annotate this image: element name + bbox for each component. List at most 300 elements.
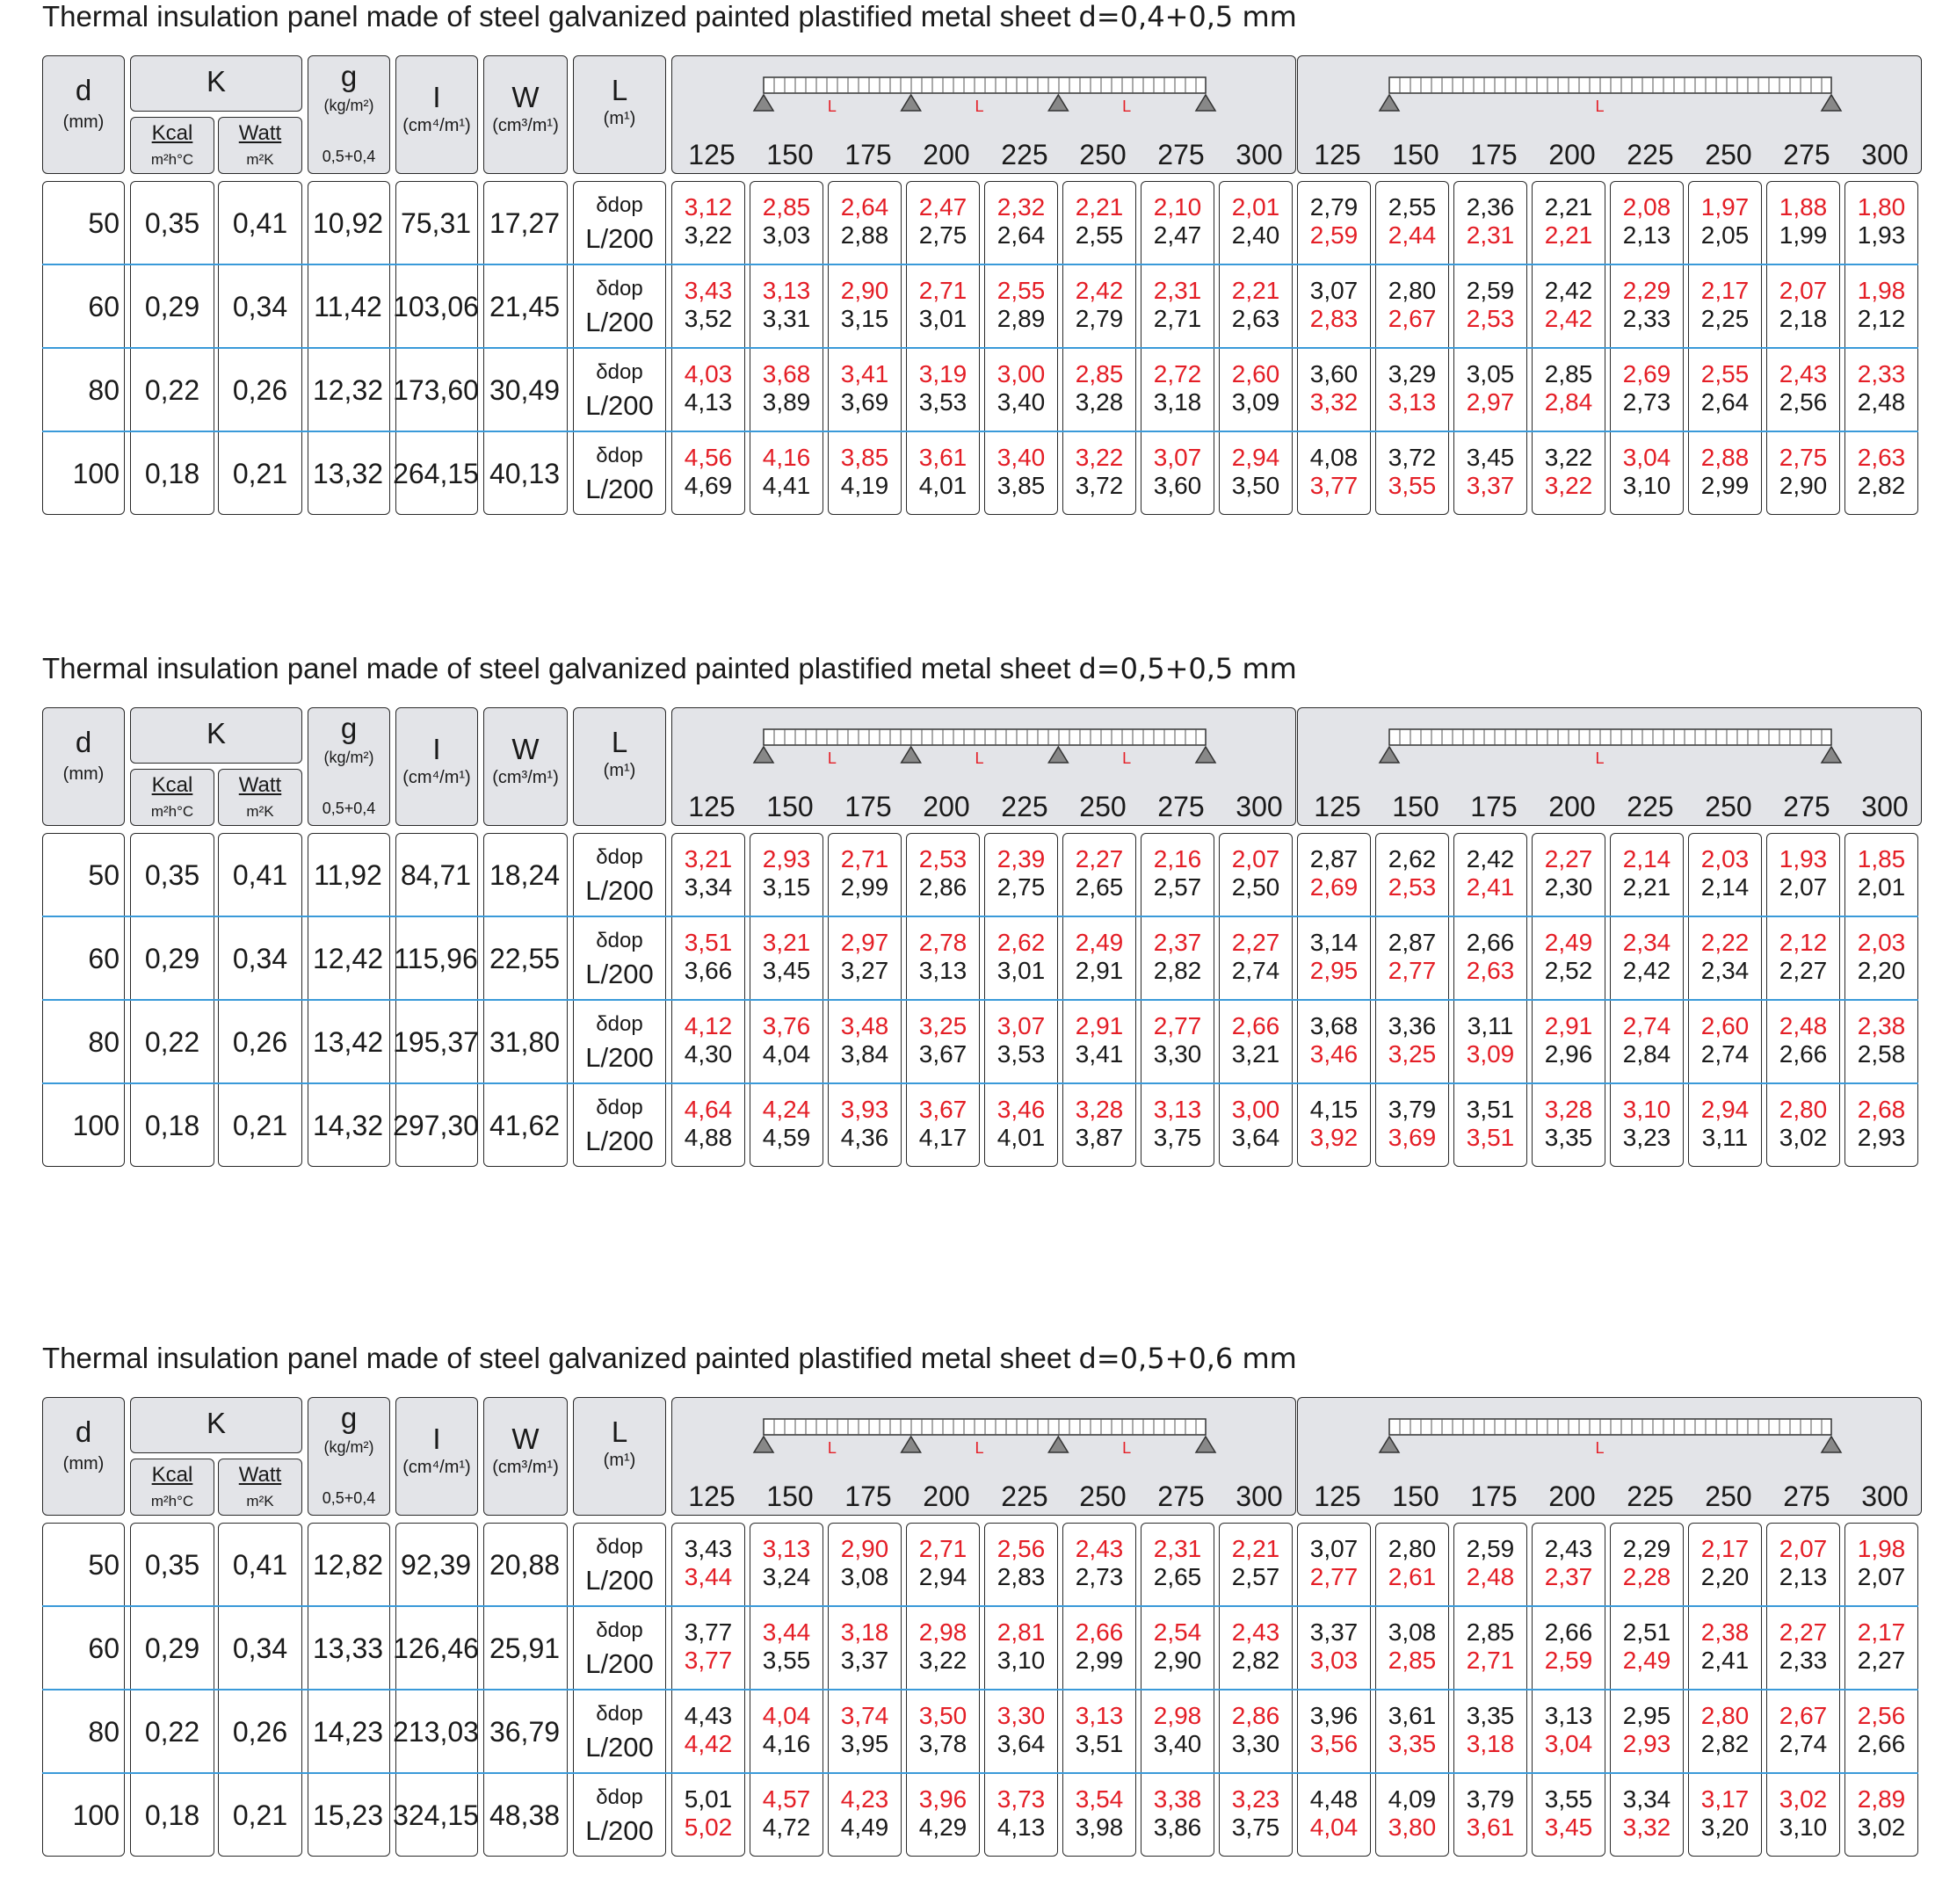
continuous-span-delta-value: 2,72 [1153, 360, 1202, 387]
header-g-spec: 0,5+0,4 [322, 1489, 376, 1507]
simple-span-l200-value: 3,25 [1388, 1040, 1437, 1068]
beam-span-label: L [975, 1439, 984, 1457]
continuous-span-delta-value: 4,24 [762, 1096, 811, 1123]
simple-span-l200-value: 2,33 [1622, 305, 1671, 332]
simple-span-l200-value: 3,32 [1622, 1814, 1671, 1841]
continuous-span-delta-value: 2,93 [762, 845, 811, 872]
continuous-span-delta-value: 3,07 [996, 1012, 1046, 1039]
beam-span-label: L [827, 1439, 837, 1457]
continuous-span-l200-value: 2,47 [1153, 221, 1202, 249]
continuous-span-delta-value: 3,23 [1231, 1785, 1280, 1813]
continuous-span-delta-value: 2,64 [840, 193, 889, 221]
simple-span-l200-value: 2,20 [1700, 1563, 1750, 1590]
continuous-span-delta-value: 4,64 [684, 1096, 733, 1123]
continuous-span-delta-value: 3,07 [1153, 444, 1202, 471]
header-i-unit: (cm⁴/m¹) [402, 1458, 471, 1477]
continuous-span-delta-value: 3,25 [918, 1012, 968, 1039]
continuous-span-delta-value: 2,71 [840, 845, 889, 872]
span-length-label: 200 [923, 139, 970, 170]
continuous-span-delta-value: 2,56 [996, 1535, 1046, 1562]
support-triangle [902, 1437, 921, 1452]
simple-span-delta-value: 2,56 [1857, 1702, 1906, 1729]
cell-delta-label: δdop [596, 1702, 643, 1726]
cell-l200-label: L/200 [585, 474, 654, 504]
continuous-span-l200-value: 3,64 [996, 1730, 1046, 1757]
cell-watt: 0,21 [232, 1799, 288, 1831]
continuous-span-delta-value: 2,07 [1231, 845, 1280, 872]
simple-span-l200-value: 2,59 [1309, 221, 1359, 249]
simple-span-l200-value: 2,27 [1857, 1647, 1906, 1674]
continuous-span-l200-value: 2,99 [1075, 1647, 1124, 1674]
continuous-span-delta-value: 3,12 [684, 193, 733, 221]
continuous-span-l200-value: 4,59 [762, 1124, 811, 1151]
continuous-span-l200-value: 3,84 [840, 1040, 889, 1068]
continuous-span-l200-value: 3,98 [1075, 1814, 1124, 1841]
continuous-span-l200-value: 2,63 [1231, 305, 1280, 332]
simple-span-delta-value: 2,03 [1857, 929, 1906, 956]
continuous-span-l200-value: 4,41 [762, 472, 811, 499]
simple-span-delta-value: 4,08 [1309, 444, 1359, 471]
title-spec: d=0,5+0,6 mm [1078, 1342, 1297, 1375]
continuous-span-l200-value: 3,86 [1153, 1814, 1202, 1841]
simple-span-delta-value: 2,29 [1622, 277, 1671, 304]
continuous-span-l200-value: 3,03 [762, 221, 811, 249]
continuous-span-l200-value: 3,77 [684, 1647, 733, 1674]
simple-span-l200-value: 2,71 [1466, 1647, 1515, 1674]
continuous-span-delta-value: 4,12 [684, 1012, 733, 1039]
cell-d: 100 [72, 458, 120, 489]
simple-span-l200-value: 2,84 [1622, 1040, 1671, 1068]
support-triangle [1048, 95, 1068, 111]
header-k [130, 1397, 302, 1453]
cell-l200-label: L/200 [585, 1732, 654, 1763]
beam-span-label: L [975, 98, 984, 115]
continuous-span-delta-value: 3,28 [1075, 1096, 1124, 1123]
header-k-label: K [206, 65, 226, 98]
simple-span-delta-value: 3,79 [1466, 1785, 1515, 1813]
span-length-label: 275 [1157, 139, 1205, 170]
support-triangle [754, 747, 773, 763]
simple-span-l200-value: 4,04 [1309, 1814, 1359, 1841]
header-g-unit: (kg/m²) [323, 97, 374, 114]
continuous-span-delta-value: 2,31 [1153, 277, 1202, 304]
header-d [42, 1397, 125, 1516]
cell-g: 12,42 [312, 943, 384, 974]
simple-span-delta-value: 3,68 [1309, 1012, 1359, 1039]
span-length-label: 275 [1157, 1480, 1205, 1512]
continuous-span-delta-value: 3,67 [918, 1096, 968, 1123]
cell-w: 36,79 [489, 1716, 561, 1748]
continuous-span-l200-value: 4,49 [840, 1814, 889, 1841]
header-watt-unit: m²K [246, 803, 274, 820]
continuous-span-delta-value: 2,94 [1231, 444, 1280, 471]
continuous-span-delta-value: 3,00 [1231, 1096, 1280, 1123]
continuous-span-l200-value: 2,75 [996, 873, 1046, 901]
continuous-span-delta-value: 3,76 [762, 1012, 811, 1039]
header-simple-spans [1297, 707, 1922, 826]
header-g-unit: (kg/m²) [323, 1438, 374, 1456]
header-k [130, 707, 302, 764]
cell-kcal: 0,22 [144, 1026, 200, 1058]
simple-span-delta-value: 2,07 [1779, 277, 1828, 304]
cell-w: 21,45 [489, 291, 561, 322]
continuous-span-l200-value: 3,72 [1075, 472, 1124, 499]
simple-span-l200-value: 2,66 [1779, 1040, 1828, 1068]
continuous-span-delta-value: 2,27 [1231, 929, 1280, 956]
continuous-span-delta-value: 3,48 [840, 1012, 889, 1039]
continuous-span-l200-value: 2,75 [918, 221, 968, 249]
cell-i: 264,15 [393, 458, 479, 489]
simple-span-l200-value: 3,23 [1622, 1124, 1671, 1151]
support-triangle [902, 95, 921, 111]
span-length-label: 150 [766, 139, 814, 170]
span-length-label: 275 [1783, 791, 1830, 822]
simple-span-delta-value: 2,91 [1544, 1012, 1593, 1039]
continuous-span-l200-value: 2,82 [1231, 1647, 1280, 1674]
header-d [42, 707, 125, 826]
cell-watt: 0,34 [232, 943, 288, 974]
continuous-span-l200-value: 4,01 [918, 472, 968, 499]
cell-watt: 0,41 [232, 1549, 288, 1581]
continuous-beam-diagram [672, 74, 1297, 118]
continuous-span-l200-value: 2,74 [1231, 957, 1280, 984]
cell-g: 15,23 [312, 1799, 384, 1831]
continuous-span-l200-value: 2,40 [1231, 221, 1280, 249]
simple-span-l200-value: 2,41 [1700, 1647, 1750, 1674]
continuous-span-l200-value: 3,89 [762, 388, 811, 416]
continuous-span-delta-value: 3,19 [918, 360, 968, 387]
simple-span-delta-value: 3,02 [1779, 1785, 1828, 1813]
span-length-label: 300 [1861, 139, 1909, 170]
continuous-span-l200-value: 4,36 [840, 1124, 889, 1151]
continuous-span-l200-value: 3,21 [1231, 1040, 1280, 1068]
span-length-label: 225 [1001, 139, 1048, 170]
row-separator [42, 431, 1918, 432]
title-spec: d=0,5+0,5 mm [1078, 652, 1297, 685]
support-triangle [1048, 747, 1068, 763]
continuous-span-l200-value: 3,75 [1153, 1124, 1202, 1151]
simple-span-delta-value: 2,36 [1466, 193, 1515, 221]
simple-span-l200-value: 2,67 [1388, 305, 1437, 332]
header-l-label: L [611, 1415, 628, 1448]
simple-span-delta-value: 3,72 [1388, 444, 1437, 471]
simple-span-l200-value: 2,48 [1857, 388, 1906, 416]
header-kcal [130, 1459, 214, 1516]
continuous-span-l200-value: 3,41 [1075, 1040, 1124, 1068]
simple-span-delta-value: 3,13 [1544, 1702, 1593, 1729]
cell-i: 115,96 [394, 943, 478, 974]
simple-span-delta-value: 3,37 [1309, 1618, 1359, 1646]
span-length-label: 150 [1392, 139, 1439, 170]
continuous-span-delta-value: 2,91 [1075, 1012, 1124, 1039]
support-triangle [1196, 747, 1215, 763]
cell-i: 103,06 [393, 291, 479, 322]
header-watt-unit: m²K [246, 151, 274, 168]
simple-span-l200-value: 3,55 [1388, 472, 1437, 499]
continuous-span-l200-value: 2,71 [1153, 305, 1202, 332]
continuous-span-l200-value: 3,22 [918, 1647, 968, 1674]
header-g [308, 55, 390, 174]
cell-d: 60 [88, 291, 120, 322]
table-section [0, 1342, 1935, 1869]
simple-span-delta-value: 2,12 [1779, 929, 1828, 956]
continuous-span-delta-value: 3,38 [1153, 1785, 1202, 1813]
simple-span-delta-value: 3,11 [1467, 1012, 1514, 1039]
continuous-span-l200-value: 3,50 [1231, 472, 1280, 499]
cell-delta-label: δdop [596, 845, 643, 869]
cell-i: 173,60 [393, 374, 479, 406]
title-text: Thermal insulation panel made of steel galvanized painted plastified metal sheet [42, 1342, 1079, 1374]
continuous-span-delta-value: 3,13 [762, 277, 811, 304]
continuous-span-l200-value: 2,57 [1153, 873, 1202, 901]
support-triangle [754, 95, 773, 111]
cell-l200-label: L/200 [585, 1042, 654, 1073]
span-length-label: 175 [1470, 791, 1518, 822]
continuous-span-delta-value: 3,77 [684, 1618, 733, 1646]
cell-kcal: 0,29 [144, 291, 200, 322]
row-separator [42, 916, 1918, 917]
span-length-label: 125 [688, 139, 736, 170]
continuous-span-l200-value: 3,01 [918, 305, 968, 332]
continuous-span-l200-value: 2,99 [840, 873, 889, 901]
span-length-label: 300 [1236, 139, 1283, 170]
simple-span-l200-value: 3,80 [1388, 1814, 1437, 1841]
continuous-span-l200-value: 2,65 [1153, 1563, 1202, 1590]
continuous-span-delta-value: 4,03 [684, 360, 733, 387]
simple-span-delta-value: 2,21 [1544, 193, 1593, 221]
simple-span-delta-value: 3,17 [1700, 1785, 1750, 1813]
header-w-unit: (cm³/m¹) [492, 1458, 559, 1477]
continuous-span-delta-value: 3,93 [840, 1096, 889, 1123]
cell-w: 18,24 [489, 859, 561, 891]
simple-span-delta-value: 3,29 [1388, 360, 1437, 387]
simple-span-delta-value: 2,59 [1466, 1535, 1515, 1562]
header-k-label: K [206, 1407, 226, 1439]
continuous-span-delta-value: 5,01 [684, 1785, 733, 1813]
cell-w: 25,91 [489, 1633, 561, 1664]
header-watt-label: Watt [238, 773, 282, 797]
simple-span-delta-value: 1,97 [1700, 193, 1750, 221]
simple-span-delta-value: 2,94 [1700, 1096, 1750, 1123]
span-length-label: 275 [1783, 139, 1830, 170]
continuous-span-l200-value: 2,86 [918, 873, 968, 901]
continuous-span-delta-value: 3,54 [1075, 1785, 1124, 1813]
cell-w: 48,38 [489, 1799, 561, 1831]
simple-span-delta-value: 2,80 [1388, 1535, 1437, 1562]
continuous-span-delta-value: 3,50 [918, 1702, 968, 1729]
header-g-unit: (kg/m²) [323, 749, 374, 766]
continuous-span-delta-value: 3,96 [918, 1785, 968, 1813]
continuous-span-delta-value: 4,23 [840, 1785, 889, 1813]
continuous-span-delta-value: 2,62 [996, 929, 1046, 956]
simple-span-l200-value: 3,32 [1309, 388, 1359, 416]
simple-span-l200-value: 3,45 [1544, 1814, 1593, 1841]
simple-span-delta-value: 2,27 [1544, 845, 1593, 872]
span-length-label: 225 [1627, 1480, 1674, 1512]
continuous-span-delta-value: 2,49 [1075, 929, 1124, 956]
simple-span-delta-value: 2,48 [1779, 1012, 1828, 1039]
simple-span-delta-value: 2,55 [1388, 193, 1437, 221]
continuous-span-delta-value: 2,43 [1075, 1535, 1124, 1562]
span-length-label: 200 [1548, 791, 1596, 822]
simple-span-l200-value: 2,07 [1857, 1563, 1906, 1590]
beam-span-label: L [827, 749, 837, 767]
cell-g: 10,92 [312, 207, 384, 239]
simple-span-l200-value: 2,33 [1779, 1647, 1828, 1674]
header-d-unit: (mm) [62, 1454, 105, 1473]
simple-span-l200-value: 2,83 [1309, 305, 1359, 332]
simple-span-delta-value: 3,28 [1544, 1096, 1593, 1123]
simple-span-l200-value: 3,10 [1622, 472, 1671, 499]
cell-delta-label: δdop [596, 1618, 643, 1642]
simple-span-l200-value: 2,53 [1388, 873, 1437, 901]
span-length-label: 150 [766, 1480, 814, 1512]
cell-w: 41,62 [489, 1110, 561, 1141]
continuous-span-l200-value: 2,73 [1075, 1563, 1124, 1590]
span-length-label: 175 [844, 791, 892, 822]
header-w [483, 1397, 568, 1516]
support-triangle [1380, 747, 1399, 763]
continuous-span-l200-value: 3,40 [996, 388, 1046, 416]
continuous-span-l200-value: 3,13 [918, 957, 968, 984]
header-k [130, 55, 302, 112]
header-g [308, 707, 390, 826]
simple-span-delta-value: 1,85 [1857, 845, 1906, 872]
cell-watt: 0,34 [232, 291, 288, 322]
simple-span-delta-value: 3,79 [1388, 1096, 1437, 1123]
continuous-span-delta-value: 2,97 [840, 929, 889, 956]
continuous-span-delta-value: 2,21 [1231, 277, 1280, 304]
continuous-span-l200-value: 2,57 [1231, 1563, 1280, 1590]
continuous-span-delta-value: 2,98 [918, 1618, 968, 1646]
cell-d: 100 [72, 1110, 120, 1141]
table-title [42, 652, 1297, 685]
simple-span-delta-value: 2,80 [1700, 1702, 1750, 1729]
continuous-span-delta-value: 3,40 [996, 444, 1046, 471]
continuous-span-l200-value: 2,79 [1075, 305, 1124, 332]
continuous-span-delta-value: 3,46 [996, 1096, 1046, 1123]
support-triangle [754, 1437, 773, 1452]
continuous-span-l200-value: 4,30 [684, 1040, 733, 1068]
cell-g: 12,32 [312, 374, 384, 406]
title-spec: d=0,4+0,5 mm [1078, 0, 1297, 33]
cell-l200-label: L/200 [585, 223, 654, 254]
continuous-span-delta-value: 3,41 [840, 360, 889, 387]
cell-g: 13,42 [312, 1026, 384, 1058]
cell-kcal: 0,18 [144, 1110, 200, 1141]
continuous-span-l200-value: 3,18 [1153, 388, 1202, 416]
span-length-label: 300 [1236, 791, 1283, 822]
continuous-span-l200-value: 3,40 [1153, 1730, 1202, 1757]
continuous-span-delta-value: 2,47 [918, 193, 968, 221]
beam-span-label: L [1595, 98, 1605, 115]
simple-span-delta-value: 2,17 [1857, 1618, 1906, 1646]
cell-kcal: 0,29 [144, 1633, 200, 1664]
continuous-span-delta-value: 2,60 [1231, 360, 1280, 387]
cell-d: 80 [88, 374, 120, 406]
header-watt [218, 769, 302, 826]
continuous-span-delta-value: 2,85 [1075, 360, 1124, 387]
simple-span-delta-value: 2,08 [1622, 193, 1671, 221]
span-length-label: 125 [688, 791, 736, 822]
continuous-beam-diagram [672, 726, 1297, 770]
simple-span-l200-value: 2,73 [1622, 388, 1671, 416]
simple-span-delta-value: 2,22 [1700, 929, 1750, 956]
simple-span-l200-value: 3,02 [1779, 1124, 1828, 1151]
header-g-label: g [340, 1401, 358, 1434]
simple-span-l200-value: 2,63 [1466, 957, 1515, 984]
cell-delta-label: δdop [596, 193, 643, 217]
continuous-span-l200-value: 3,53 [996, 1040, 1046, 1068]
continuous-span-delta-value: 3,13 [1153, 1096, 1202, 1123]
simple-span-delta-value: 3,07 [1309, 1535, 1359, 1562]
continuous-span-l200-value: 3,51 [1075, 1730, 1124, 1757]
continuous-span-delta-value: 2,71 [918, 1535, 968, 1562]
span-length-label: 225 [1627, 791, 1674, 822]
simple-beam-diagram [1298, 74, 1923, 118]
simple-span-delta-value: 3,45 [1466, 444, 1515, 471]
cell-d: 60 [88, 1633, 120, 1664]
simple-span-delta-value: 2,87 [1309, 845, 1359, 872]
cell-i: 324,15 [393, 1799, 479, 1831]
continuous-span-l200-value: 3,30 [1153, 1040, 1202, 1068]
header-l [573, 707, 666, 826]
simple-span-l200-value: 2,13 [1622, 221, 1671, 249]
cell-i: 75,31 [400, 207, 472, 239]
span-length-label: 125 [1314, 139, 1361, 170]
header-l-unit: (m¹) [603, 109, 636, 128]
header-l [573, 55, 666, 174]
simple-beam-diagram [1298, 726, 1923, 770]
continuous-span-delta-value: 3,13 [762, 1535, 811, 1562]
support-triangle [1048, 1437, 1068, 1452]
cell-g: 13,33 [312, 1633, 384, 1664]
span-length-label: 125 [1314, 791, 1361, 822]
continuous-span-delta-value: 2,90 [840, 1535, 889, 1562]
continuous-span-delta-value: 2,78 [918, 929, 968, 956]
simple-span-l200-value: 2,41 [1466, 873, 1515, 901]
continuous-span-l200-value: 2,83 [996, 1563, 1046, 1590]
continuous-span-l200-value: 2,88 [840, 221, 889, 249]
simple-span-l200-value: 2,61 [1388, 1563, 1437, 1590]
simple-span-delta-value: 4,15 [1309, 1096, 1359, 1123]
simple-span-l200-value: 2,59 [1544, 1647, 1593, 1674]
header-watt [218, 117, 302, 174]
cell-kcal: 0,18 [144, 1799, 200, 1831]
header-kcal-label: Kcal [151, 773, 193, 797]
cell-l200-label: L/200 [585, 1648, 654, 1679]
simple-span-l200-value: 1,99 [1779, 221, 1828, 249]
continuous-span-l200-value: 2,50 [1231, 873, 1280, 901]
support-triangle [1196, 1437, 1215, 1452]
continuous-span-delta-value: 4,57 [762, 1785, 811, 1813]
simple-span-l200-value: 3,35 [1544, 1124, 1593, 1151]
header-continuous-spans [671, 1397, 1296, 1516]
cell-kcal: 0,35 [144, 859, 200, 891]
continuous-span-l200-value: 4,13 [996, 1814, 1046, 1841]
simple-span-delta-value: 4,09 [1388, 1785, 1437, 1813]
simple-span-delta-value: 2,29 [1622, 1535, 1671, 1562]
simple-span-l200-value: 2,74 [1700, 1040, 1750, 1068]
support-triangle [1822, 95, 1841, 111]
cell-watt: 0,21 [232, 1110, 288, 1141]
simple-span-l200-value: 3,69 [1388, 1124, 1437, 1151]
continuous-span-delta-value: 2,42 [1075, 277, 1124, 304]
cell-watt: 0,26 [232, 374, 288, 406]
header-kcal-label: Kcal [151, 121, 193, 145]
simple-span-delta-value: 2,07 [1779, 1535, 1828, 1562]
cell-l200-label: L/200 [585, 390, 654, 421]
